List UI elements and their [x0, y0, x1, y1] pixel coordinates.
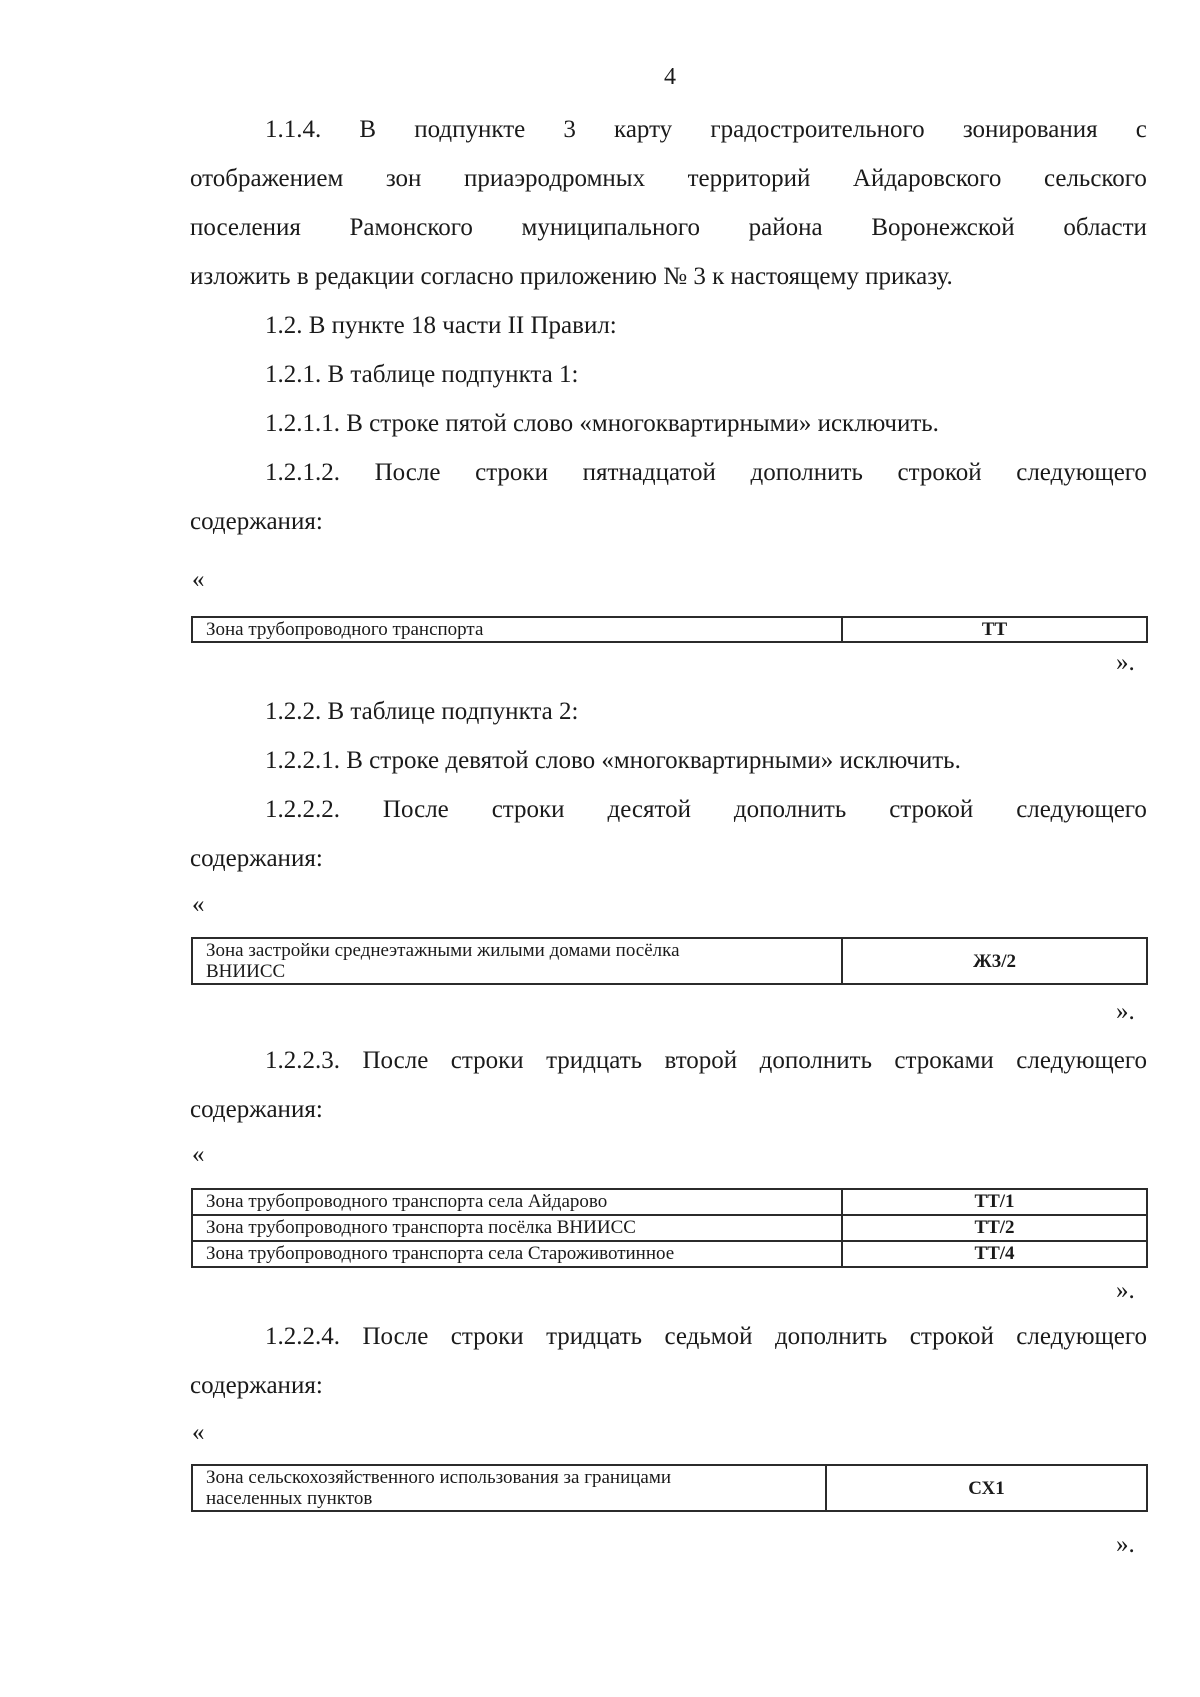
paragraph-1-2-1-2-line-2: содержания: — [190, 508, 323, 535]
zone-name-cell: Зона трубопроводного транспорта села Староживотинное — [192, 1241, 842, 1267]
paragraph-1-2-1-2-line-1 — [265, 458, 1147, 488]
paragraph-1-2-1-1: 1.2.1.1. В строке пятой слово «многоквартирными» исключить. — [265, 410, 939, 437]
word: строки — [475, 459, 548, 486]
table-row — [192, 1241, 1147, 1267]
word: 1.2.2.2. — [265, 796, 340, 823]
quote-close: ». — [1116, 1277, 1135, 1304]
word: дополнить — [733, 796, 847, 823]
paragraph-1-1-4-line-3 — [190, 213, 1147, 243]
zone-name-line-1: Зона сельскохозяйственного использования за границами — [206, 1467, 672, 1488]
paragraph-1-2-2-2-line-1 — [265, 795, 1147, 825]
word: строкой — [897, 459, 982, 486]
word: пятнадцатой — [582, 459, 716, 486]
zone-name-line-2: ВНИИСС — [206, 961, 286, 982]
paragraph-1-1-4-line-4: изложить в редакции согласно приложению № 3 к настоящему приказу. — [190, 263, 953, 290]
paragraph-1-2-2-4-line-1: 1.2.2.4. После строки тридцать седьмой дополнить строкой следующего — [265, 1323, 1147, 1350]
word: После — [382, 796, 449, 823]
paragraph-1-1-4-line-2 — [190, 164, 1147, 194]
table-row — [192, 1465, 1147, 1511]
word: Айдаровского — [852, 165, 1002, 192]
page-number: 4 — [664, 64, 676, 90]
word: муниципального — [521, 214, 700, 241]
zone-name-cell: Зона трубопроводного транспорта посёлка ВНИИСС — [192, 1215, 842, 1241]
word: приаэродромных — [463, 165, 646, 192]
word: сельского — [1043, 165, 1147, 192]
word: поселения — [190, 214, 301, 241]
amendment-table-3 — [191, 1188, 1148, 1268]
word: десятой — [607, 796, 691, 823]
word: строки — [491, 796, 565, 823]
word: подпункте — [414, 116, 526, 143]
amendment-table-1 — [191, 616, 1148, 643]
word: зонирования — [962, 116, 1098, 143]
word: следующего — [1016, 796, 1147, 823]
table-row — [192, 1189, 1147, 1215]
word: района — [748, 214, 823, 241]
paragraph-1-2-1: 1.2.1. В таблице подпункта 1: — [265, 361, 579, 388]
paragraph-1-2: 1.2. В пункте 18 части II Правил: — [265, 312, 617, 339]
zone-code-cell: ТТ/2 — [842, 1215, 1147, 1241]
paragraph-1-2-2-2-line-2: содержания: — [190, 845, 323, 872]
word: После — [374, 459, 441, 486]
zone-code-cell: ТТ — [842, 617, 1147, 642]
word: карту — [614, 116, 673, 143]
word: 1.1.4. — [265, 116, 322, 143]
quote-open: « — [192, 566, 205, 593]
amendment-table-4 — [191, 1464, 1148, 1512]
word: В — [359, 116, 377, 143]
word: 3 — [563, 116, 576, 143]
word: зон — [385, 165, 422, 192]
zone-name-cell — [192, 938, 842, 984]
zone-code-cell: СХ1 — [826, 1465, 1147, 1511]
quote-open: « — [192, 1419, 205, 1446]
zone-name-cell: Зона трубопроводного транспорта — [192, 617, 842, 642]
word: области — [1063, 214, 1147, 241]
quote-close: ». — [1116, 1531, 1135, 1558]
word: отображением — [190, 165, 344, 192]
table-row — [192, 1215, 1147, 1241]
paragraph-1-2-2-3-line-1: 1.2.2.3. После строки тридцать второй дополнить строками следующего — [265, 1047, 1147, 1074]
table-row — [192, 938, 1147, 984]
paragraph-1-2-2-3-line-2: содержания: — [190, 1096, 323, 1123]
zone-name-cell — [192, 1465, 826, 1511]
word: с — [1135, 116, 1147, 143]
word: территорий — [687, 165, 811, 192]
word: Воронежской — [871, 214, 1015, 241]
zone-code-cell: ТТ/1 — [842, 1189, 1147, 1215]
word: градостроительного — [710, 116, 925, 143]
amendment-table-2 — [191, 937, 1148, 985]
word: 1.2.1.2. — [265, 459, 340, 486]
paragraph-1-2-2: 1.2.2. В таблице подпункта 2: — [265, 698, 579, 725]
paragraph-1-1-4-line-1 — [265, 115, 1147, 145]
table-row — [192, 617, 1147, 642]
zone-name-line-1: Зона застройки среднеэтажными жилыми домами посёлка — [206, 940, 680, 961]
word: следующего — [1016, 459, 1147, 486]
quote-open: « — [192, 1141, 205, 1168]
zone-name-cell: Зона трубопроводного транспорта села Айдарово — [192, 1189, 842, 1215]
zone-code-cell: ТТ/4 — [842, 1241, 1147, 1267]
word: Рамонского — [349, 214, 473, 241]
quote-close: ». — [1116, 998, 1135, 1025]
quote-close: ». — [1116, 649, 1135, 676]
zone-name-line-2: населенных пунктов — [206, 1488, 373, 1509]
paragraph-1-2-2-1: 1.2.2.1. В строке девятой слово «многоквартирными» исключить. — [265, 747, 961, 774]
quote-open: « — [192, 891, 205, 918]
word: строкой — [889, 796, 974, 823]
zone-code-cell: Ж3/2 — [842, 938, 1147, 984]
paragraph-1-2-2-4-line-2: содержания: — [190, 1372, 323, 1399]
word: дополнить — [750, 459, 863, 486]
